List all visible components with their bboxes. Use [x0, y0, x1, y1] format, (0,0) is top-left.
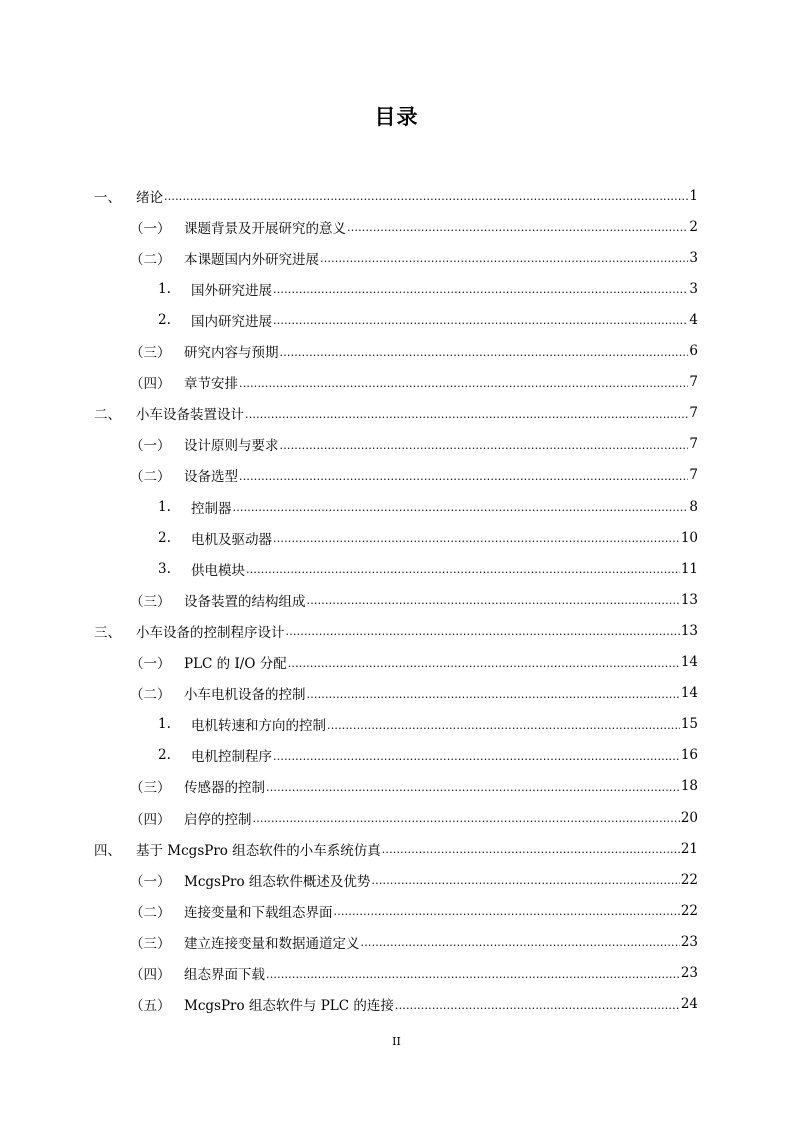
toc-entry-number: 1.: [158, 498, 171, 515]
toc-leader-dots: [273, 314, 688, 327]
toc-entry-page: 14: [680, 654, 698, 670]
toc-entry-page: 7: [689, 405, 698, 422]
page-title: 目录: [374, 105, 419, 129]
toc-entry-number: 1.: [158, 716, 171, 733]
toc-entry-title: 电机控制程序: [191, 749, 272, 766]
toc-entry-page: 22: [680, 871, 698, 888]
toc-entry-page: 16: [680, 747, 698, 764]
toc-leader-dots: [273, 750, 680, 763]
toc-entry-page: 10: [680, 529, 698, 546]
toc-leader-dots: [266, 781, 680, 794]
toc-entry-page: 23: [680, 933, 698, 950]
toc-leader-dots: [280, 346, 689, 359]
toc-leader-dots: [307, 688, 680, 701]
toc-entry-title: 启停的控制: [184, 811, 252, 828]
toc-entry[interactable]: [130, 429, 698, 460]
toc-entry-title: 控制器: [191, 500, 232, 517]
toc-entry-title: 本课题国内外研究进展: [184, 251, 319, 268]
toc-entry[interactable]: [130, 242, 698, 273]
toc-entry-number: （三）: [130, 780, 171, 797]
toc-entry[interactable]: [130, 802, 698, 833]
toc-entry-page: 2: [689, 218, 698, 235]
toc-entry-number: （一）: [130, 438, 171, 455]
toc-leader-dots: [286, 625, 680, 638]
toc-entry-number: （三）: [130, 593, 171, 610]
toc-entry-page: 3: [689, 249, 698, 266]
toc-entry-page: 7: [689, 436, 698, 453]
toc-entry[interactable]: [130, 958, 698, 989]
toc-entry-page: 6: [689, 343, 698, 359]
toc-entry-page: 13: [680, 591, 698, 608]
toc-entry[interactable]: [94, 180, 698, 211]
toc-leader-dots: [245, 408, 688, 421]
toc-entry[interactable]: [158, 709, 698, 740]
toc-entry-page: 4: [689, 311, 698, 328]
toc-entry-number: （四）: [130, 967, 171, 983]
toc-entry-title: 国外研究进展: [191, 282, 272, 299]
toc-entry-number: 一、: [94, 189, 121, 206]
toc-entry[interactable]: [130, 460, 698, 491]
toc-entry-title: 研究内容与预期: [184, 345, 279, 361]
toc-entry-page: 3: [689, 280, 698, 297]
toc-leader-dots: [266, 968, 680, 981]
toc-entry-page: 23: [680, 965, 698, 981]
toc-leader-dots: [382, 843, 680, 856]
toc-entry-title: 传感器的控制: [184, 780, 265, 797]
toc-entry[interactable]: [130, 647, 698, 678]
toc-entry-title: 供电模块: [191, 562, 245, 579]
toc-entry-page: 15: [680, 716, 698, 733]
toc-leader-dots: [334, 905, 680, 918]
toc-entry-number: 3.: [158, 560, 171, 577]
toc-entry-page: 18: [680, 778, 698, 795]
toc-entry-page: 13: [680, 622, 698, 639]
toc-entry[interactable]: [130, 336, 698, 367]
toc-entry-page: 7: [689, 374, 698, 391]
toc-entry-page: 8: [689, 498, 698, 515]
toc-entry-number: （一）: [130, 220, 171, 237]
toc-entry-number: （二）: [130, 904, 171, 921]
toc-entry-page: 24: [680, 996, 698, 1013]
toc-entry-title: 建立连接变量和数据通道定义: [184, 935, 360, 952]
toc-entry-title: 基于 McgsPro 组态软件的小车系统仿真: [136, 842, 381, 859]
toc-entry-number: （二）: [130, 251, 171, 268]
toc-entry-number: 2.: [158, 747, 171, 764]
toc-entry-title: 课题背景及开展研究的意义: [184, 220, 346, 237]
toc-leader-dots: [288, 657, 680, 670]
toc-leader-dots: [239, 470, 688, 483]
toc-entry-number: （二）: [130, 469, 171, 486]
toc-leader-dots: [280, 439, 689, 452]
toc-entry-title: 国内研究进展: [191, 313, 272, 330]
toc-entry[interactable]: [94, 398, 698, 429]
toc-entry[interactable]: [130, 895, 698, 926]
toc-entry-title: 连接变量和下载组态界面: [184, 904, 333, 921]
toc-entry-page: 11: [680, 560, 698, 577]
toc-entry-number: （二）: [130, 687, 171, 704]
toc-entry-page: 20: [680, 809, 698, 826]
toc-entry[interactable]: [158, 740, 698, 771]
toc-leader-dots: [233, 501, 689, 514]
toc-entry[interactable]: [94, 615, 698, 646]
toc-leader-dots: [246, 563, 680, 576]
toc-entry-title: 设备装置的结构组成: [184, 593, 306, 610]
toc-entry[interactable]: [130, 367, 698, 398]
page-number: II: [392, 1035, 401, 1048]
toc-entry[interactable]: [158, 304, 698, 335]
toc-entry[interactable]: [158, 273, 698, 304]
toc-entry[interactable]: [94, 833, 698, 864]
toc-entry-title: 设备选型: [184, 469, 238, 486]
toc-leader-dots: [347, 221, 688, 234]
toc-leader-dots: [273, 532, 680, 545]
toc-leader-dots: [273, 283, 688, 296]
toc-entry-title: 电机转速和方向的控制: [191, 718, 326, 735]
toc-entry-page: 21: [680, 840, 698, 857]
toc-entry-title: 设计原则与要求: [184, 438, 279, 455]
toc-leader-dots: [307, 594, 680, 607]
toc-entry[interactable]: [130, 926, 698, 957]
toc-entry[interactable]: [130, 211, 698, 242]
toc-entry-number: （三）: [130, 345, 171, 361]
toc-entry-title: 绪论: [136, 189, 163, 206]
toc-leader-dots: [320, 252, 688, 265]
toc-entry-title: 电机及驱动器: [191, 531, 272, 548]
toc-entry-title: 小车电机设备的控制: [184, 687, 306, 704]
toc-entry-number: （三）: [130, 935, 171, 952]
toc-entry-number: （一）: [130, 873, 171, 890]
toc-entry[interactable]: [130, 771, 698, 802]
toc-entry-title: PLC 的 I/O 分配: [184, 656, 287, 672]
toc-entry[interactable]: [158, 553, 698, 584]
toc-leader-dots: [239, 377, 688, 390]
toc-entry-page: 14: [680, 685, 698, 702]
toc-entry[interactable]: [158, 522, 698, 553]
toc-leader-dots: [361, 936, 680, 949]
toc-leader-dots: [327, 719, 680, 732]
toc-entry-page: 22: [680, 902, 698, 919]
toc-entry-number: 2.: [158, 529, 171, 546]
toc-entry-number: 1.: [158, 280, 171, 297]
toc-entry-title: 小车设备的控制程序设计: [136, 624, 285, 641]
toc-leader-dots: [395, 999, 680, 1012]
toc-entry[interactable]: [130, 864, 698, 895]
toc-entry-number: 四、: [94, 842, 121, 859]
toc-entry-title: 小车设备装置设计: [136, 407, 244, 424]
toc-entry-number: （四）: [130, 811, 171, 828]
toc-entry[interactable]: [130, 678, 698, 709]
toc-entry-title: McgsPro 组态软件与 PLC 的连接: [184, 998, 394, 1015]
toc-leader-dots: [164, 190, 688, 203]
toc-entry-number: 三、: [94, 624, 121, 641]
toc-entry-page: 7: [689, 467, 698, 484]
toc-entry-number: （五）: [130, 998, 171, 1015]
toc-entry-page: 1: [689, 187, 698, 204]
toc-entry-number: 2.: [158, 311, 171, 328]
toc-entry[interactable]: [158, 491, 698, 522]
toc-entry-number: 二、: [94, 407, 121, 424]
toc-leader-dots: [371, 874, 679, 887]
toc-leader-dots: [253, 812, 680, 825]
toc-entry-title: McgsPro 组态软件概述及优势: [184, 873, 371, 890]
toc-entry-number: （一）: [130, 656, 171, 672]
toc-entry-title: 章节安排: [184, 376, 238, 393]
toc-entry-title: 组态界面下载: [184, 967, 265, 983]
toc-entry[interactable]: [130, 584, 698, 615]
toc-entry-number: （四）: [130, 376, 171, 393]
toc-entry[interactable]: [130, 989, 698, 1020]
